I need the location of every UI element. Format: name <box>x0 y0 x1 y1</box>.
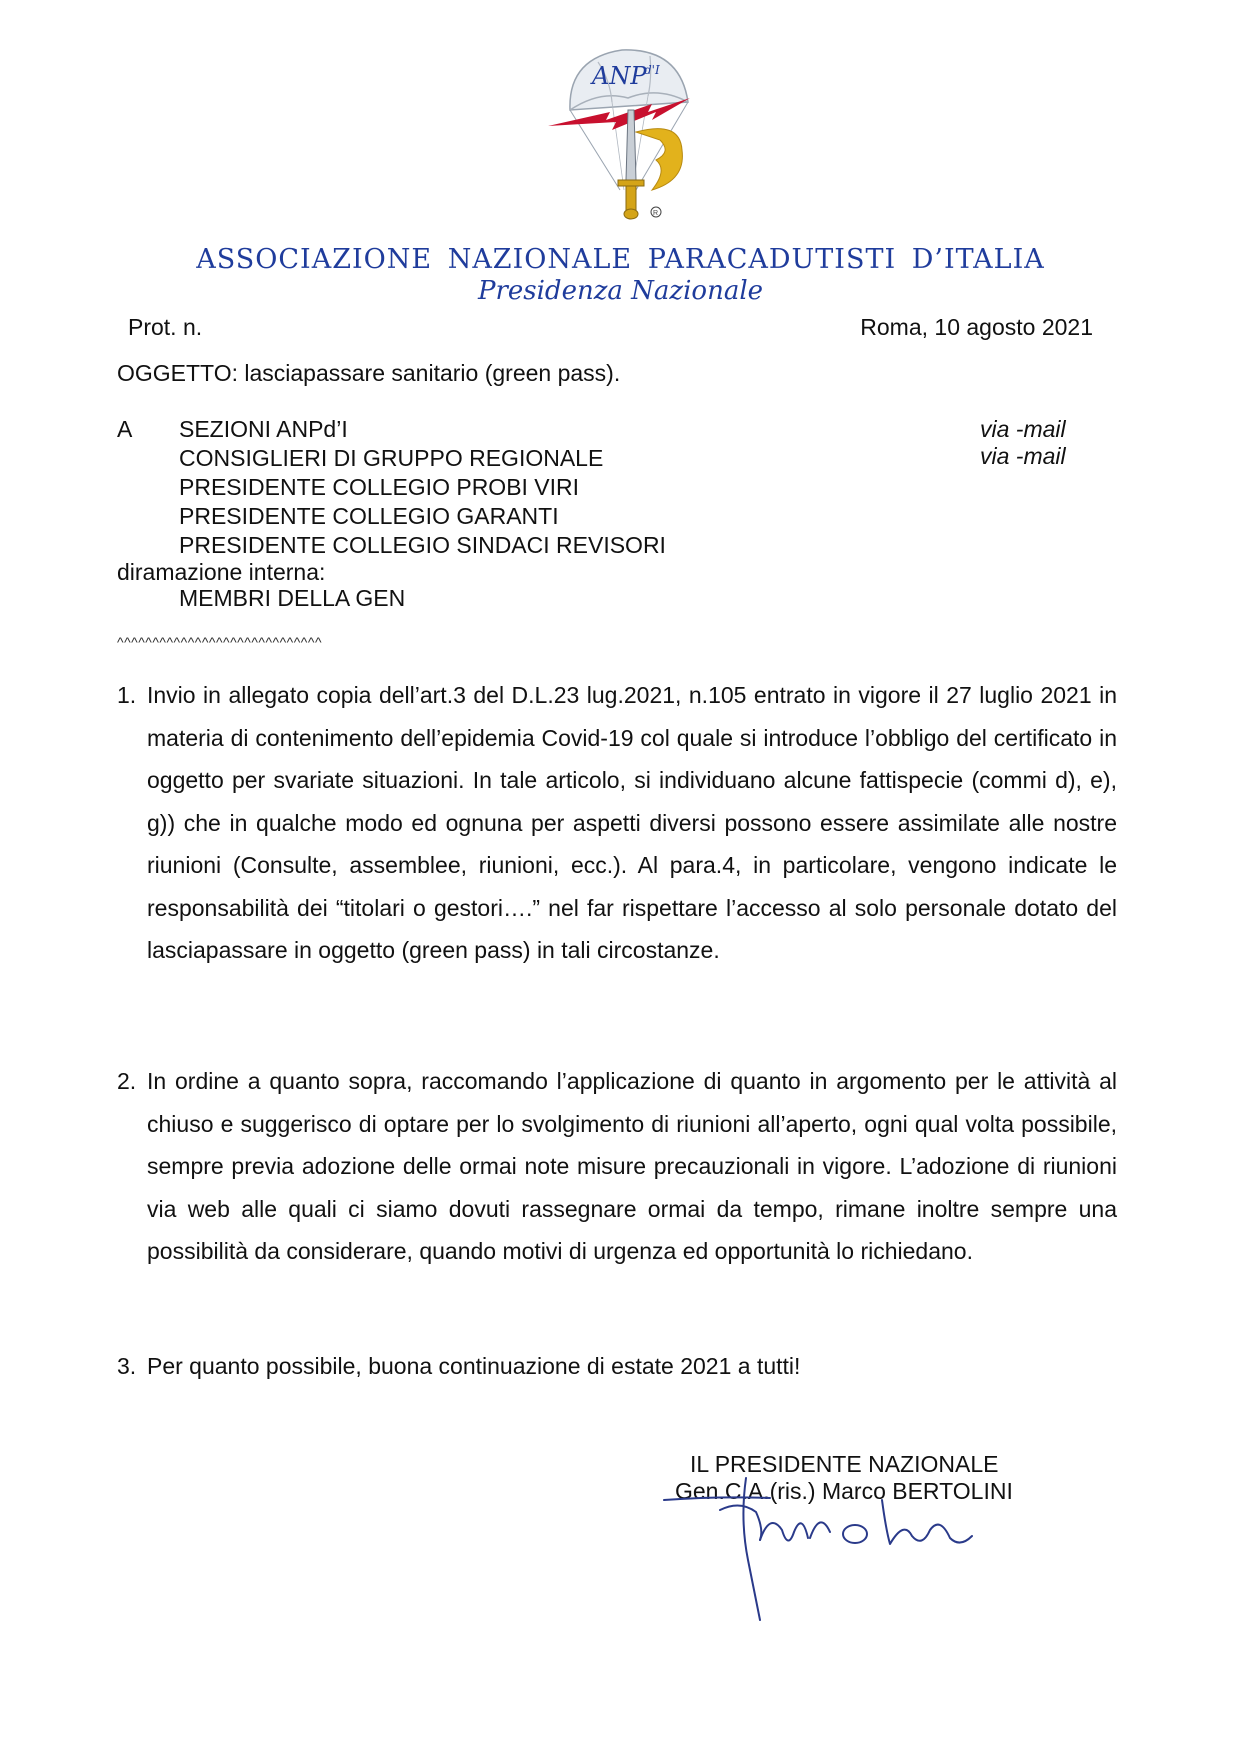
recipient-item: PRESIDENTE COLLEGIO SINDACI REVISORI <box>179 532 666 558</box>
paragraph-text: In ordine a quanto sopra, raccomando l’applicazione di quanto in argomento per le attività al chiuso e suggerisco di optare per lo svolgimento di riunioni all’aperto, ogni qual volta possibile, sempre previa adozione delle ormai note misure precauzionali in vigore. L’adozione di riunioni via web alle quali ci siamo dovuti rassegnare ormai da tempo, rimane inoltre sempre una possibilità da considerare, quando motivi di urgenza ed opportunità lo richiedano. <box>147 1068 1117 1264</box>
organization-subtitle: Presidenza Nazionale <box>477 276 764 306</box>
paragraph-text: Invio in allegato copia dell’art.3 del D.L.23 lug.2021, n.105 entrato in vigore il 27 luglio 2021 in materia di contenimento dell’epidemia Covid-19 col quale si introduce l’obbligo del certificato in oggetto per svariate situazioni. In tale articolo, si individuano alcune fattispecie (commi d), e), g)) che in qualche modo ed ognuna per aspetti diversi possono essere assimilate alle nostre riunioni (Consulte, assemblee, riunioni, ecc.). Al para.4, in particolare, vengono indicate le responsabilità dei “titolari o gestori….” nel far rispettare l’accesso al solo personale dotato del lasciapassare in oggetto (green pass) in tali circostanze. <box>147 682 1117 963</box>
recipient-item: PRESIDENTE COLLEGIO GARANTI <box>179 503 559 529</box>
separator-line: ^^^^^^^^^^^^^^^^^^^^^^^^^^^^^ <box>117 634 323 650</box>
paragraph-text: Per quanto possibile, buona continuazione di estate 2021 a tutti! <box>147 1353 801 1379</box>
organization-name: ASSOCIAZIONE NAZIONALE PARACADUTISTI D’ITALIA <box>196 244 1045 275</box>
logo-text: ANP <box>592 62 647 90</box>
paragraph-number: 3. <box>117 1353 137 1379</box>
paragraph-number: 2. <box>117 1068 137 1094</box>
paragraph-2 <box>117 1060 1117 1273</box>
paragraph-number: 1. <box>117 682 137 708</box>
protocol-number: Prot. n. <box>128 314 203 340</box>
svg-text:R: R <box>653 210 659 217</box>
place-date: Roma, 10 agosto 2021 <box>860 314 1093 340</box>
signatory-name: Gen.C.A.(ris.) Marco BERTOLINI <box>675 1478 1013 1504</box>
recipients-list <box>179 415 666 560</box>
association-logo <box>540 40 720 240</box>
internal-distribution-label: diramazione interna: <box>117 559 326 585</box>
subject-line: OGGETTO: lasciapassare sanitario (green pass). <box>117 360 621 386</box>
recipient-item: CONSIGLIERI DI GRUPPO REGIONALE <box>179 445 604 471</box>
delivery-method: via -mail <box>980 443 1066 469</box>
svg-text:d'I: d'I <box>644 63 660 77</box>
delivery-method: via -mail <box>980 416 1066 442</box>
signatory-title: IL PRESIDENTE NAZIONALE <box>690 1451 999 1477</box>
recipient-item: PRESIDENTE COLLEGIO PROBI VIRI <box>179 474 580 500</box>
recipients-label: A <box>117 416 133 442</box>
paragraph-3 <box>117 1345 1117 1388</box>
paragraph-1 <box>117 674 1117 972</box>
handwritten-signature <box>660 1440 1040 1630</box>
recipient-item: SEZIONI ANPd’I <box>179 416 348 442</box>
internal-distribution-member: MEMBRI DELLA GEN <box>179 585 406 611</box>
delivery-methods <box>980 415 1066 469</box>
